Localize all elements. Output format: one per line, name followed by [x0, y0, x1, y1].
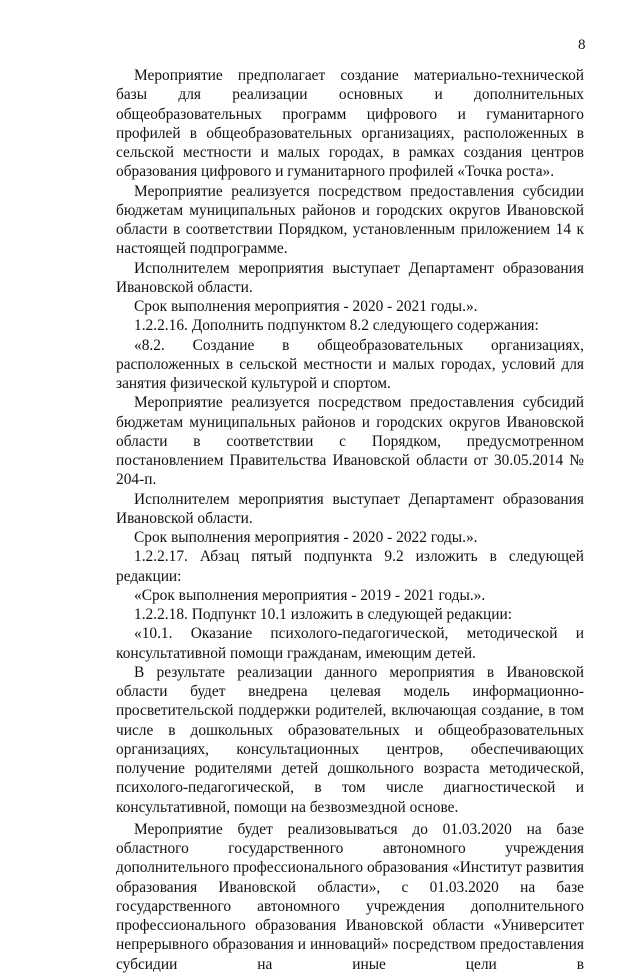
paragraph-8-2: «8.2. Создание в общеобразовательных организациях, расположенных в сельской местности и малых городах, условий для занятия физической культурой и спортом.: [116, 336, 584, 392]
paragraph-term: Срок выполнения мероприятия - 2020 - 2022 годы.».: [134, 529, 478, 546]
paragraph-target-model: В результате реализации данного мероприятия в Ивановской области будет внедрена целевая модель информационно-просветительской поддержки родителей, включающая создание, в том числе в дошкольных образовательных и общеобразовательных организациях, консультационных центров, обеспечивающих получение родителями детей дошкольного возраста методической, психолого-педагогической, в том числе диагностической и консультативной, помощи на безвозмездной основе.: [116, 663, 584, 816]
paragraph-subsidy-appendix-14: Мероприятие реализуется посредством предоставления субсидии бюджетам муниципальных районов и городских округов Ивановской области в соответствии Порядком, установленным приложением 14 к настоящей подпрограмме.: [116, 182, 584, 258]
document-body: [116, 66, 584, 974]
paragraph-implementation-base: Мероприятие будет реализовываться до 01.03.2020 на базе областного государственного автономного учреждения дополнительного профессионального образования «Институт развития образования Ивановской области», с 01.03.2020 на базе государственного автономного учреждения дополнительного профессионального образования Ивановской области «Университет непрерывного образования и инноваций» посредством предоставления субсидии на иные цели в: [116, 820, 584, 973]
paragraph-amendment-1-2-2-16: 1.2.2.16. Дополнить подпунктом 8.2 следующего содержания:: [134, 317, 539, 335]
paragraph-executor: Исполнителем мероприятия выступает Департамент образования Ивановской области.: [116, 490, 584, 527]
page-number: 8: [578, 37, 586, 53]
paragraph-term: Срок выполнения мероприятия - 2020 - 2021 годы.».: [134, 298, 478, 315]
paragraph-executor: Исполнителем мероприятия выступает Департамент образования Ивановской области.: [116, 259, 584, 296]
paragraph-tochka-rosta: Мероприятие предполагает создание материально-технической базы для реализации основных и дополнительных общеобразовательных программ цифрового и гуманитарного профилей в общеобразовательных организациях, расположенных в сельской местности и малых городах, в рамках создания центров образования цифрового и гуманитарного профилей «Точка роста».: [116, 67, 584, 181]
paragraph-amendment-1-2-2-17: 1.2.2.17. Абзац пятый подпункта 9.2 изложить в следующей редакции:: [116, 548, 584, 585]
paragraph-term-quote: «Срок выполнения мероприятия - 2019 - 2021 годы.».: [134, 586, 486, 604]
paragraph-10-1: «10.1. Оказание психолого-педагогической, методической и консультативной помощи гражданам, имеющим детей.: [116, 625, 584, 662]
paragraph-amendment-1-2-2-18: 1.2.2.18. Подпункт 10.1 изложить в следующей редакции:: [134, 606, 512, 623]
paragraph-subsidy-204-p: Мероприятие реализуется посредством предоставления субсидий бюджетам муниципальных районов и городских округов Ивановской области в соответствии с Порядком, предусмотренном постановлением Правительства Ивановской области от 30.05.2014 № 204-п.: [116, 394, 584, 489]
